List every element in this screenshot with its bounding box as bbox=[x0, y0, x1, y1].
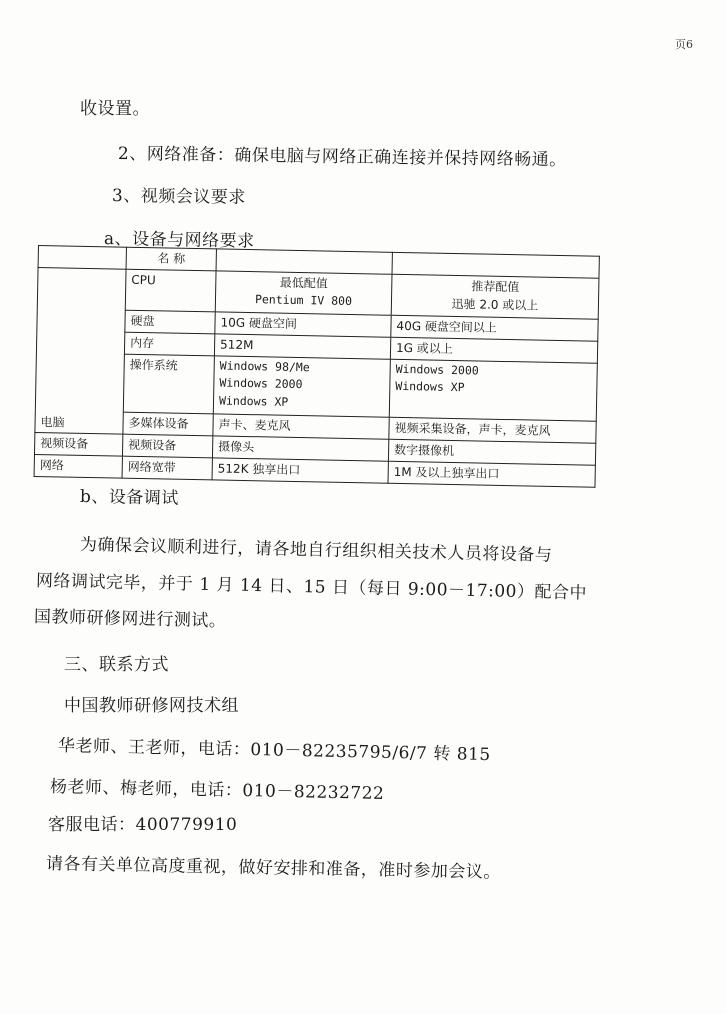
os-rec-2: Windows XP bbox=[395, 379, 465, 395]
cell-media-rec: 视频采集设备，声卡，麦克风 bbox=[389, 417, 596, 443]
paragraph-closing-fragment: 收设置。 bbox=[80, 99, 150, 119]
contact-phone-2: 杨老师、梅老师，电话：010－82232722 bbox=[49, 777, 385, 805]
heading-contact-info: 三、联系方式 bbox=[64, 655, 169, 675]
cell-video-name: 视频设备 bbox=[122, 434, 212, 458]
heading-equipment-network-requirements: a、设备与网络要求 bbox=[103, 229, 255, 252]
cell-disk-min: 10G 硬盘空间 bbox=[215, 312, 391, 337]
row-label-video: 视频设备 bbox=[34, 432, 122, 456]
paragraph-testing-line-3: 国教师研修网进行测试。 bbox=[33, 607, 227, 632]
os-min-1: Windows 98/Me bbox=[219, 358, 310, 375]
cell-cpu-name: CPU bbox=[125, 269, 216, 312]
cell-video-min: 摄像头 bbox=[212, 436, 388, 461]
cell-mem-name: 内存 bbox=[124, 332, 214, 356]
cell-mem-rec: 1G 或以上 bbox=[390, 337, 597, 363]
page-number: 页6 bbox=[675, 38, 693, 51]
paragraph-network-preparation: 2、网络准备：确保电脑与网络正确连接并保持网络畅通。 bbox=[117, 144, 567, 171]
cell-media-min: 声卡、麦克风 bbox=[213, 414, 389, 439]
os-rec-1: Windows 2000 bbox=[395, 362, 479, 378]
cell-net-name: 网络宽带 bbox=[122, 456, 212, 480]
row-label-network: 网络 bbox=[34, 454, 122, 478]
contact-tech-group: 中国教师研修网技术组 bbox=[64, 696, 239, 716]
heading-video-conference-requirements: 3、视频会议要求 bbox=[111, 186, 246, 208]
paragraph-testing-line-1: 为确保会议顺利进行，请各地自行组织相关技术人员将设备与 bbox=[79, 535, 553, 566]
header-rec-config bbox=[391, 274, 599, 319]
requirements-table bbox=[34, 245, 600, 488]
contact-phone-1: 华老师、王老师，电话：010－82235795/6/7 转 815 bbox=[57, 736, 491, 766]
cell-media-name: 多媒体设备 bbox=[123, 412, 213, 436]
cell-net-rec: 1M 及以上独享出口 bbox=[388, 461, 595, 487]
header-min-label: 最低配值 bbox=[279, 275, 328, 291]
contact-service-phone: 客服电话：400779910 bbox=[48, 815, 238, 835]
cell-os-rec bbox=[389, 359, 597, 421]
os-min-2: Windows 2000 bbox=[219, 375, 303, 392]
cell-video-rec: 数字摄像机 bbox=[388, 439, 595, 465]
os-min-3: Windows XP bbox=[218, 393, 289, 409]
cell-os-min bbox=[213, 356, 390, 417]
cell-os-name: 操作系统 bbox=[123, 354, 214, 413]
closing-request: 请各有关单位高度重视，做好安排和准备，准时参加会议。 bbox=[45, 854, 502, 883]
header-name: 名 称 bbox=[126, 247, 216, 271]
table-corner-cell bbox=[38, 246, 126, 270]
heading-equipment-debugging: b、设备调试 bbox=[79, 487, 180, 509]
header-min-config bbox=[215, 271, 392, 315]
cell-cpu-rec: 迅驰 2.0 或以上 bbox=[451, 297, 539, 313]
cell-net-min: 512K 独享出口 bbox=[212, 458, 388, 484]
cell-mem-min: 512M bbox=[214, 334, 390, 359]
row-label-computer: 电脑 bbox=[35, 268, 126, 434]
cell-disk-name: 硬盘 bbox=[125, 310, 215, 334]
header-rec-label: 推荐配值 bbox=[471, 279, 520, 295]
cell-cpu-min: Pentium IV 800 bbox=[254, 292, 353, 309]
cell-disk-rec: 40G 硬盘空间以上 bbox=[391, 315, 598, 341]
paragraph-testing-line-2: 网络调试完毕，并于 1 月 14 日、15 日（每日 9:00－17:00）配合中 bbox=[35, 571, 588, 604]
